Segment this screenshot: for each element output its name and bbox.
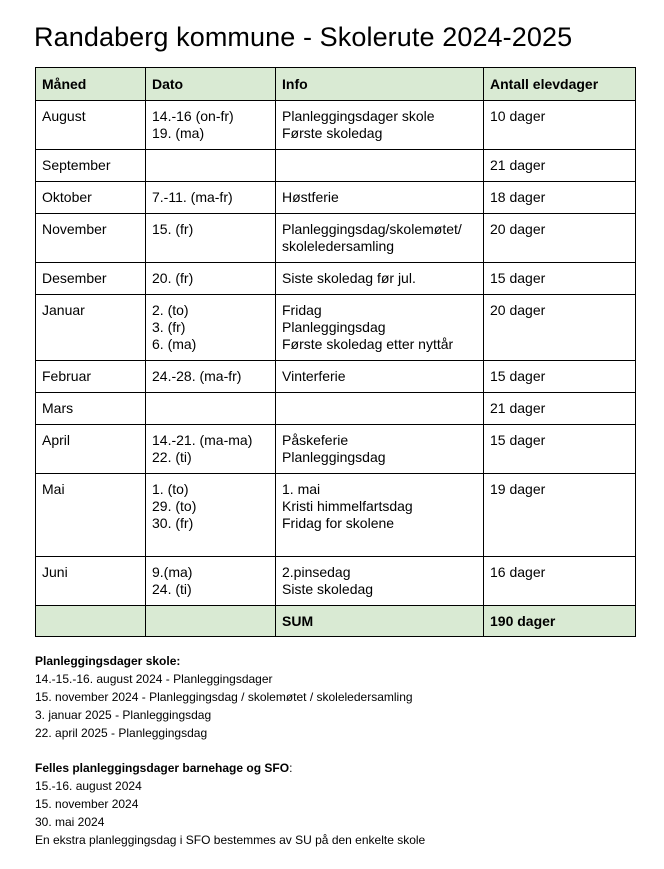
month-cell: Oktober [36, 182, 146, 214]
table-header-row [36, 68, 636, 101]
table-row [36, 150, 636, 182]
sum-days: 190 dager [484, 606, 636, 637]
info-cell: 2.pinsedag Siste skoledag [276, 557, 484, 606]
month-cell: September [36, 150, 146, 182]
header-student-days: Antall elevdager [484, 68, 636, 101]
table-row [36, 295, 636, 361]
info-cell: Påskeferie Planleggingsdag [276, 425, 484, 474]
school-planning-list [35, 670, 425, 742]
student-days-cell: 21 dager [484, 150, 636, 182]
notes-section [35, 652, 425, 849]
school-planning-item: 14.-15.-16. august 2024 - Planleggingsdager [35, 672, 273, 686]
common-planning-item: 15.-16. august 2024 [35, 779, 142, 793]
sum-month [36, 606, 146, 637]
date-cell: 1. (to) 29. (to) 30. (fr) [146, 474, 276, 557]
student-days-cell: 18 dager [484, 182, 636, 214]
student-days-cell: 19 dager [484, 474, 636, 557]
month-cell: Juni [36, 557, 146, 606]
common-planning-item: En ekstra planleggingsdag i SFO bestemmes av SU på den enkelte skole [35, 833, 426, 847]
table-row [36, 393, 636, 425]
common-planning-heading-colon: : [289, 761, 293, 775]
info-cell: Planleggingsdager skole Første skoledag [276, 101, 484, 150]
student-days-cell: 21 dager [484, 393, 636, 425]
sum-label: SUM [276, 606, 484, 637]
table-row [36, 214, 636, 263]
info-cell: Vinterferie [276, 361, 484, 393]
month-cell: Mars [36, 393, 146, 425]
month-cell: August [36, 101, 146, 150]
student-days-cell: 20 dager [484, 295, 636, 361]
table-row [36, 361, 636, 393]
header-month: Måned [36, 68, 146, 101]
school-calendar-table [35, 67, 636, 637]
month-cell: Desember [36, 263, 146, 295]
month-cell: April [36, 425, 146, 474]
month-cell: Februar [36, 361, 146, 393]
month-cell: Januar [36, 295, 146, 361]
table-row [36, 474, 636, 557]
info-cell: Planleggingsdag/skolemøtet/ skoleledersamling [276, 214, 484, 263]
common-planning-item: 30. mai 2024 [35, 815, 105, 829]
student-days-cell: 16 dager [484, 557, 636, 606]
student-days-cell: 15 dager [484, 263, 636, 295]
table-row [36, 182, 636, 214]
month-cell: November [36, 214, 146, 263]
info-cell: 1. mai Kristi himmelfartsdag Fridag for skolene [276, 474, 484, 557]
student-days-cell: 15 dager [484, 425, 636, 474]
common-planning-heading-line [35, 759, 425, 777]
school-planning-item: 22. april 2025 - Planleggingsdag [35, 726, 208, 740]
student-days-cell: 15 dager [484, 361, 636, 393]
date-cell: 20. (fr) [146, 263, 276, 295]
common-planning-item: 15. november 2024 [35, 797, 139, 811]
table-row [36, 557, 636, 606]
date-cell [146, 150, 276, 182]
table-row [36, 263, 636, 295]
date-cell: 15. (fr) [146, 214, 276, 263]
date-cell: 2. (to) 3. (fr) 6. (ma) [146, 295, 276, 361]
header-info: Info [276, 68, 484, 101]
date-cell: 9.(ma) 24. (ti) [146, 557, 276, 606]
info-cell: Høstferie [276, 182, 484, 214]
student-days-cell: 20 dager [484, 214, 636, 263]
sum-dates [146, 606, 276, 637]
school-planning-heading: Planleggingsdager skole: [35, 654, 181, 668]
page-title: Randaberg kommune - Skolerute 2024-2025 [34, 22, 573, 52]
school-planning-item: 3. januar 2025 - Planleggingsdag [35, 708, 212, 722]
table-row [36, 101, 636, 150]
info-cell: Fridag Planleggingsdag Første skoledag etter nyttår [276, 295, 484, 361]
info-cell [276, 150, 484, 182]
date-cell: 24.-28. (ma-fr) [146, 361, 276, 393]
student-days-cell: 10 dager [484, 101, 636, 150]
date-cell [146, 393, 276, 425]
table-row [36, 425, 636, 474]
date-cell: 7.-11. (ma-fr) [146, 182, 276, 214]
date-cell: 14.-16 (on-fr) 19. (ma) [146, 101, 276, 150]
month-cell: Mai [36, 474, 146, 557]
info-cell [276, 393, 484, 425]
common-planning-heading: Felles planleggingsdager barnehage og SFO [35, 761, 290, 775]
header-date: Dato [146, 68, 276, 101]
date-cell: 14.-21. (ma-ma) 22. (ti) [146, 425, 276, 474]
common-planning-list [35, 777, 425, 849]
school-planning-item: 15. november 2024 - Planleggingsdag / skolemøtet / skoleledersamling [35, 690, 413, 704]
info-cell: Siste skoledag før jul. [276, 263, 484, 295]
sum-row [36, 606, 636, 637]
